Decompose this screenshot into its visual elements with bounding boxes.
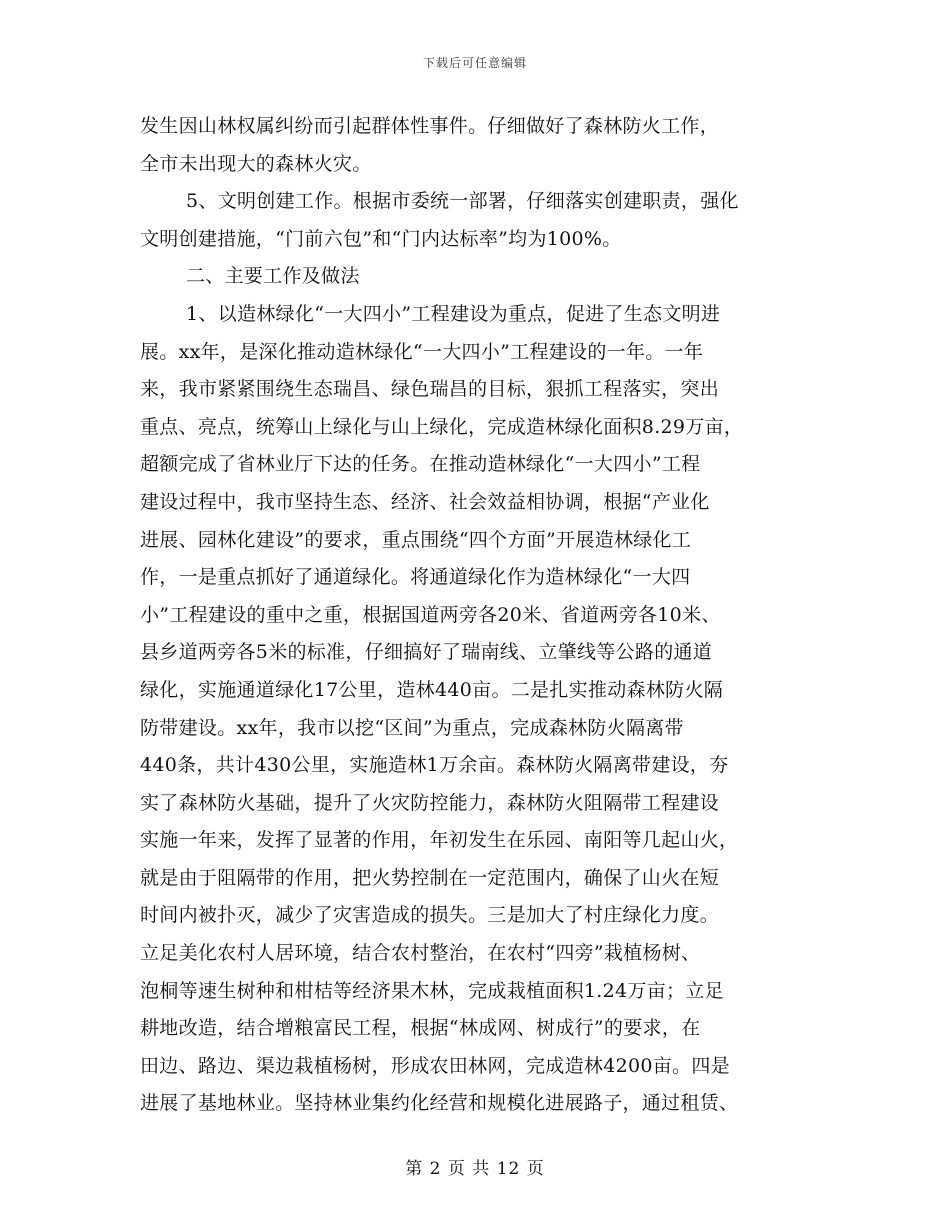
page-number-footer: 第 2 页 共 12 页 bbox=[405, 1159, 545, 1179]
text-line: 进展了基地林业。坚持林业集约化经营和规模化进展路子，通过租赁、 bbox=[140, 1092, 739, 1115]
text-line: 田边、路边、渠边栽植杨树，形成农田林网，完成造林4200亩。四是 bbox=[140, 1054, 730, 1077]
text-line: 防带建设。xx年，我市以挖“区间”为重点，完成森林防火隔离带 bbox=[140, 716, 684, 739]
text-line: 440条，共计430公里，实施造林1万余亩。森林防火隔离带建设，夯 bbox=[140, 754, 729, 777]
paragraph-start-line: 5、文明创建工作。根据市委统一部署，仔细落实创建职责，强化 bbox=[186, 190, 739, 213]
text-line: 全市未出现大的森林火灾。 bbox=[140, 152, 372, 175]
document-body bbox=[140, 108, 820, 1123]
text-line: 立足美化农村人居环境，结合农村整治，在农村“四旁”栽植杨树、 bbox=[140, 942, 701, 965]
text-line: 发生因山林权属纠纷而引起群体性事件。仔细做好了森林防火工作， bbox=[140, 115, 720, 137]
text-line: 作，一是重点抓好了通道绿化。将通道绿化作为造林绿化“一大四 bbox=[140, 566, 691, 589]
text-line: 耕地改造，结合增粮富民工程，根据“林成网、树成行”的要求，在 bbox=[140, 1017, 701, 1040]
text-line: 就是由于阻隔带的作用，把火势控制在一定范围内，确保了山火在短 bbox=[140, 866, 720, 889]
text-line: 县乡道两旁各5米的标准，仔细搞好了瑞南线、立肇线等公路的通道 bbox=[140, 641, 713, 664]
text-line: 来，我市紧紧围绕生态瑞昌、绿色瑞昌的目标，狠抓工程落实，突出 bbox=[140, 378, 720, 401]
section-heading: 二、主要工作及做法 bbox=[186, 265, 360, 288]
text-line: 时间内被扑灭，减少了灾害造成的损失。三是加大了村庄绿化力度。 bbox=[140, 904, 720, 927]
text-line: 重点、亮点，统筹山上绿化与山上绿化，完成造林绿化面积8.29万亩， bbox=[140, 415, 744, 438]
text-line: 绿化，实施通道绿化17公里，造林440亩。二是扎实推动森林防火隔 bbox=[140, 678, 724, 701]
text-line: 超额完成了省林业厅下达的任务。在推动造林绿化“一大四小”工程 bbox=[140, 453, 701, 476]
paragraph-start-line: 1、以造林绿化“一大四小”工程建设为重点，促进了生态文明进 bbox=[186, 302, 721, 325]
text-line: 文明创建措施，“门前六包”和“门内达标率”均为100%。 bbox=[140, 227, 622, 250]
page-header: 下载后可任意编辑 bbox=[422, 56, 527, 70]
text-line: 实了森林防火基础，提升了火灾防控能力，森林防火阻隔带工程建设 bbox=[140, 791, 720, 814]
text-line: 小”工程建设的重中之重，根据国道两旁各20米、省道两旁各10米、 bbox=[140, 603, 721, 626]
text-line: 实施一年来，发挥了显著的作用，年初发生在乐园、南阳等几起山火， bbox=[140, 829, 739, 852]
text-line: 泡桐等速生树种和柑桔等经济果木林，完成栽植面积1.24万亩；立足 bbox=[140, 979, 724, 1002]
text-line: 进展、园林化建设”的要求，重点围绕“四个方面”开展造林绿化工 bbox=[140, 528, 692, 551]
text-line: 展。xx年，是深化推动造林绿化“一大四小”工程建设的一年。一年 bbox=[140, 340, 704, 363]
text-line: 建设过程中，我市坚持生态、经济、社会效益相协调，根据“产业化 bbox=[140, 490, 710, 513]
